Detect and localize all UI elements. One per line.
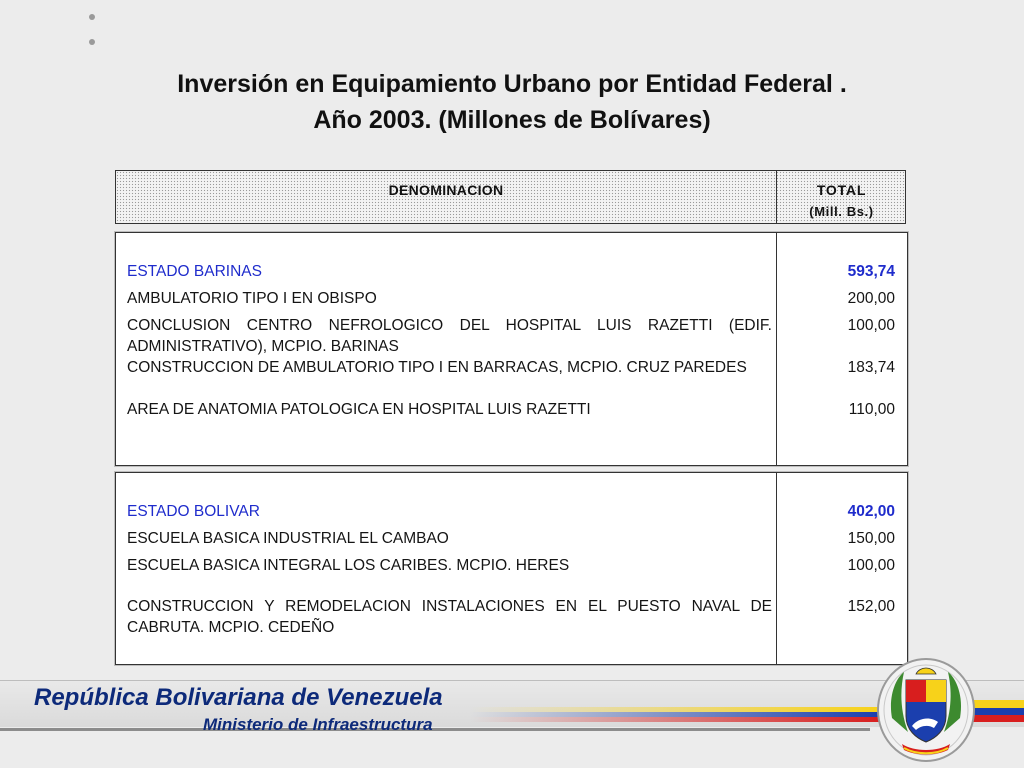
coat-of-arms-icon (874, 656, 978, 764)
item-value: 183,74 (847, 359, 895, 376)
state-name: ESTADO BOLIVAR (127, 503, 260, 520)
bullet-dot-icon (89, 39, 95, 45)
item-name: ESCUELA BASICA INDUSTRIAL EL CAMBAO (127, 530, 449, 547)
title-line-2: Año 2003. (Millones de Bolívares) (313, 106, 711, 134)
column-divider (776, 171, 777, 223)
footer-divider (0, 728, 870, 731)
item-name: CONCLUSION CENTRO NEFROLOGICO DEL HOSPITAL LUIS RAZETTI (EDIF. ADMINISTRATIVO), MCPIO. BARINAS (127, 317, 772, 355)
section-bolivar (115, 472, 908, 665)
section-barinas (115, 232, 908, 466)
column-divider (776, 233, 777, 465)
table-header (115, 170, 906, 224)
ministry-name: Ministerio de Infraestructura (203, 715, 433, 734)
item-value: 100,00 (847, 557, 895, 574)
title-line-1: Inversión en Equipamiento Urbano por Entidad Federal . (177, 70, 847, 98)
flag-stripe-red (470, 717, 880, 722)
item-value: 200,00 (847, 290, 895, 307)
state-total: 593,74 (847, 263, 895, 280)
item-value: 110,00 (848, 401, 895, 418)
item-value: 150,00 (847, 530, 895, 547)
column-divider (776, 473, 777, 664)
government-name: República Bolivariana de Venezuela (34, 684, 443, 711)
item-value: 152,00 (847, 598, 895, 615)
item-value: 100,00 (847, 317, 895, 334)
item-name: AMBULATORIO TIPO I EN OBISPO (127, 290, 377, 307)
bullet-dot-icon (89, 14, 95, 20)
state-total: 402,00 (847, 503, 895, 520)
item-name: AREA DE ANATOMIA PATOLOGICA EN HOSPITAL LUIS RAZETTI (127, 401, 591, 418)
slide-title (40, 66, 984, 138)
item-name: CONSTRUCCION Y REMODELACION INSTALACIONES EN EL PUESTO NAVAL DE CABRUTA. MCPIO. CEDEÑO (127, 598, 772, 636)
column-header-unit: (Mill. Bs.) (809, 204, 874, 219)
column-header-denominacion: DENOMINACION (388, 182, 504, 198)
item-name: CONSTRUCCION DE AMBULATORIO TIPO I EN BARRACAS, MCPIO. CRUZ PAREDES (127, 359, 747, 376)
column-header-total: TOTAL (816, 182, 867, 198)
state-name: ESTADO BARINAS (127, 263, 262, 280)
item-name: ESCUELA BASICA INTEGRAL LOS CARIBES. MCPIO. HERES (127, 557, 570, 574)
